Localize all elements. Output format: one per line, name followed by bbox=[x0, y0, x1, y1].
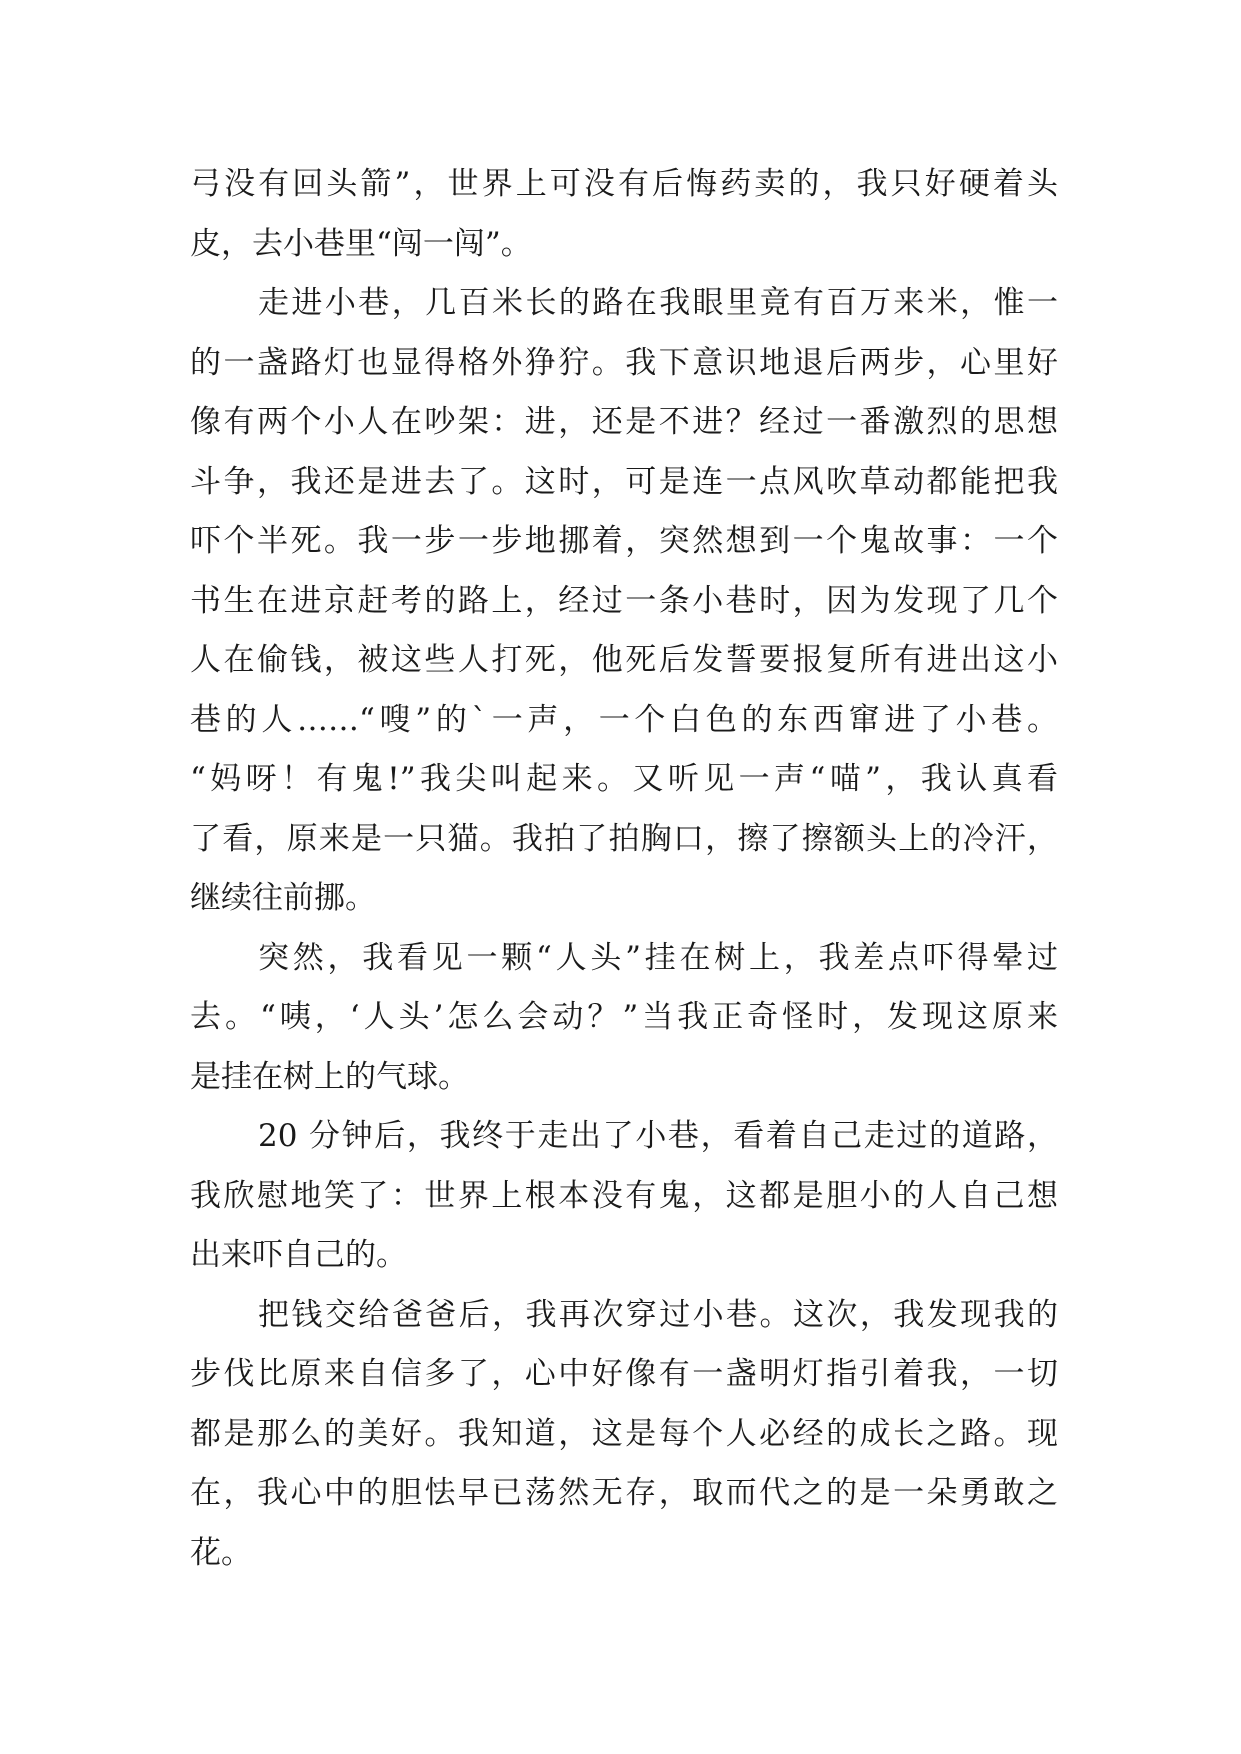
paragraph-line: 皮，去小巷里“闯一闯”。 bbox=[190, 225, 532, 262]
paragraph-line: 20 分钟后，我终于走出了小巷，看着自己走过的道路， bbox=[258, 1118, 1058, 1154]
paragraph-line: 的一盏路灯也显得格外狰狞。我下意识地退后两步，心里好 bbox=[190, 344, 1058, 381]
paragraph-line: 巷的人……“嗖”的`一声，一个白色的东西窜进了小巷。 bbox=[190, 701, 1058, 738]
paragraph-line: 像有两个小人在吵架：进，还是不进？经过一番激烈的思想 bbox=[190, 404, 1058, 440]
paragraph-line: 出来吓自己的。 bbox=[190, 1237, 407, 1273]
paragraph-line: 人在偷钱，被这些人打死，他死后发誓要报复所有进出这小 bbox=[190, 642, 1058, 678]
paragraph-line: 书生在进京赶考的路上，经过一条小巷时，因为发现了几个 bbox=[190, 582, 1058, 619]
paragraph-line: 把钱交给爸爸后，我再次穿过小巷。这次，我发现我的 bbox=[258, 1296, 1058, 1333]
paragraph-line: 了看，原来是一只猫。我拍了拍胸口，擦了擦额头上的冷汗， bbox=[190, 820, 1058, 857]
essay-body bbox=[190, 155, 1058, 1583]
paragraph-line: 突然，我看见一颗“人头”挂在树上，我差点吓得晕过 bbox=[258, 939, 1058, 976]
paragraph-line: “妈呀！有鬼!”我尖叫起来。又听见一声“喵”，我认真看 bbox=[190, 761, 1058, 797]
paragraph-line: 是挂在树上的气球。 bbox=[190, 1058, 469, 1095]
paragraph-line: 继续往前挪。 bbox=[190, 880, 376, 916]
paragraph-line: 去。“咦，‘人头’怎么会动？”当我正奇怪时，发现这原来 bbox=[190, 999, 1058, 1035]
paragraph-line: 花。 bbox=[190, 1534, 252, 1571]
paragraph-line: 我欣慰地笑了：世界上根本没有鬼，这都是胆小的人自己想 bbox=[190, 1177, 1058, 1214]
paragraph-line: 在，我心中的胆怯早已荡然无存，取而代之的是一朵勇敢之 bbox=[190, 1475, 1058, 1511]
paragraph-line: 吓个半死。我一步一步地挪着，突然想到一个鬼故事：一个 bbox=[190, 523, 1058, 559]
paragraph-line: 都是那么的美好。我知道，这是每个人必经的成长之路。现 bbox=[190, 1415, 1058, 1452]
paragraph-line: 走进小巷，几百米长的路在我眼里竟有百万来米，惟一 bbox=[258, 285, 1058, 321]
paragraph-line: 斗争，我还是进去了。这时，可是连一点风吹草动都能把我 bbox=[190, 463, 1058, 500]
paragraph-line: 步伐比原来自信多了，心中好像有一盏明灯指引着我，一切 bbox=[190, 1356, 1058, 1392]
paragraph-line: 弓没有回头箭”，世界上可没有后悔药卖的，我只好硬着头 bbox=[190, 166, 1058, 202]
